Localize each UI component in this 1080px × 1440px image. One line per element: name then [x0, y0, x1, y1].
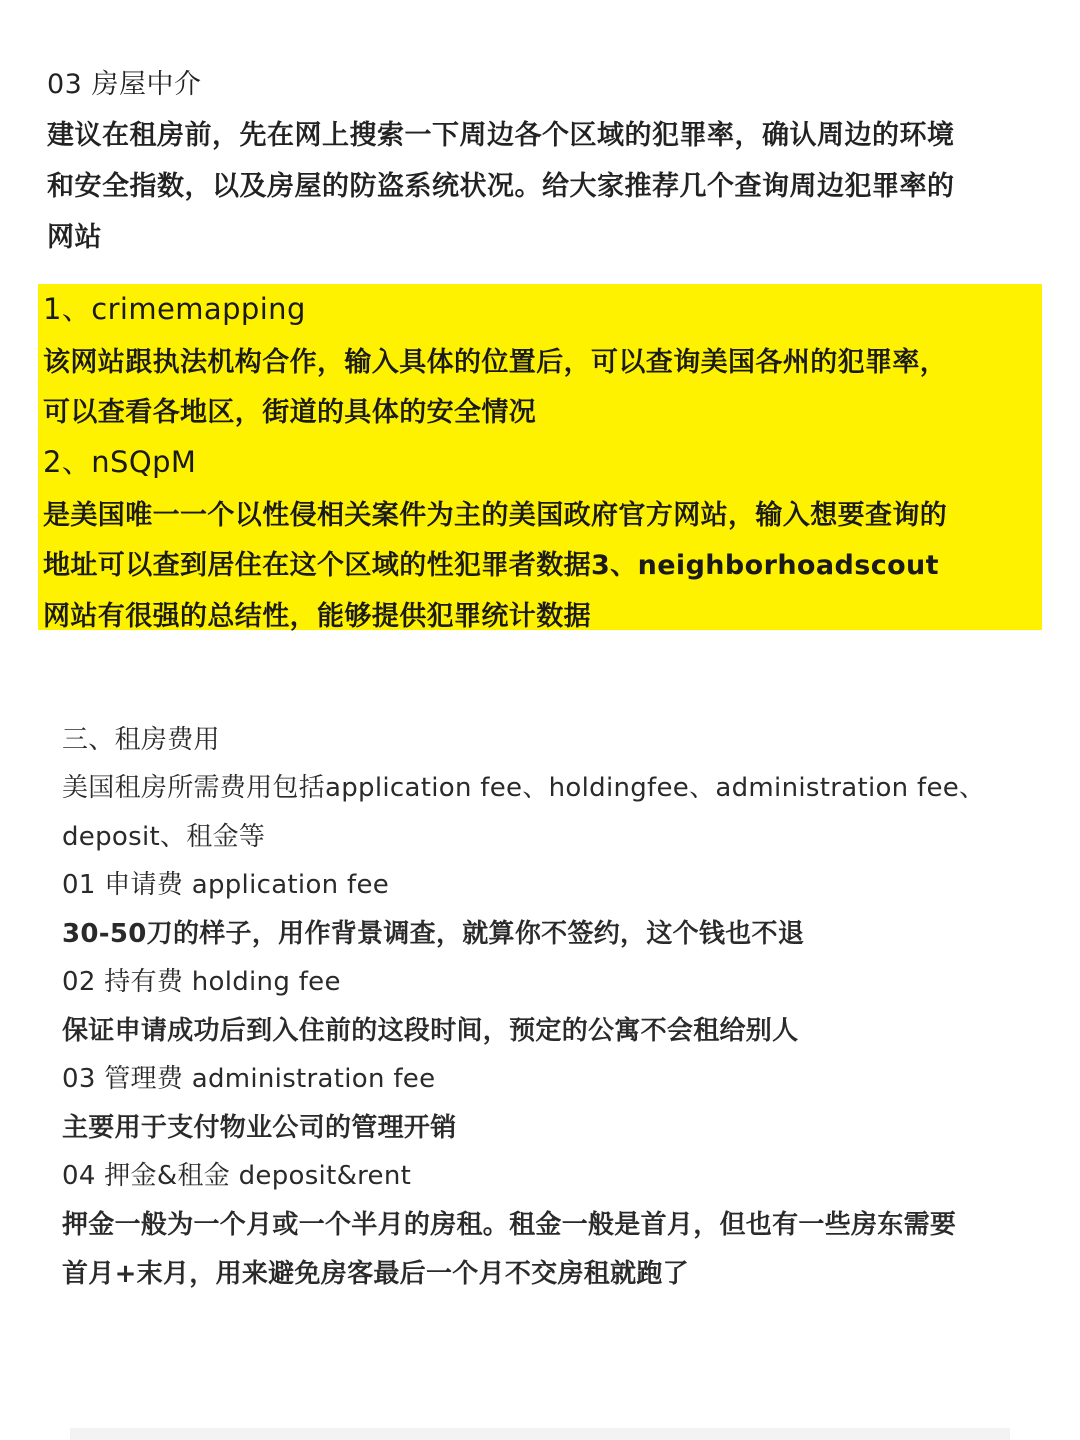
highlight-line: 地址可以查到居住在这个区域的性犯罪者数据3、neighborhoadscout — [43, 550, 939, 581]
item-title-crimemapping: 1、crimemapping — [43, 292, 306, 326]
highlight-line: 网站有很强的总结性，能够提供犯罪统计数据 — [43, 601, 591, 632]
paragraph-line: 和安全指数，以及房屋的防盗系统状况。给大家推荐几个查询周边犯罪率的 — [47, 171, 955, 202]
fee-desc-deposit: 首月+末月，用来避免房客最后一个月不交房租就跑了 — [62, 1259, 689, 1289]
bottom-divider — [70, 1428, 1010, 1440]
highlight-line: 可以查看各地区，街道的具体的安全情况 — [43, 397, 537, 428]
paragraph-line: 网站 — [47, 222, 102, 253]
fee-title-administration: 03 管理费 administration fee — [62, 1064, 436, 1094]
intro-line: deposit、租金等 — [62, 822, 266, 852]
highlight-line: 该网站跟执法机构合作，输入具体的位置后，可以查询美国各州的犯罪率， — [43, 347, 948, 378]
section-heading-agency: 03 房屋中介 — [47, 69, 202, 100]
item-title-nsqpm: 2、nSQpM — [43, 445, 197, 479]
paragraph-line: 建议在租房前，先在网上搜索一下周边各个区域的犯罪率，确认周边的环境 — [47, 120, 955, 151]
highlight-line: 是美国唯一一个以性侵相关案件为主的美国政府官方网站，输入想要查询的 — [43, 500, 948, 531]
fee-title-application: 01 申请费 application fee — [62, 870, 390, 900]
intro-line: 美国租房所需费用包括application fee、holdingfee、administration fee、 — [62, 773, 986, 803]
fee-desc-deposit: 押金一般为一个月或一个半月的房租。租金一般是首月，但也有一些房东需要 — [62, 1210, 957, 1240]
fee-title-deposit: 04 押金&租金 deposit&rent — [62, 1161, 412, 1191]
fee-desc-administration: 主要用于支付物业公司的管理开销 — [62, 1113, 457, 1143]
fee-desc-application: 30-50刀的样子，用作背景调查，就算你不签约，这个钱也不退 — [62, 919, 805, 949]
fee-title-holding: 02 持有费 holding fee — [62, 967, 341, 997]
fee-desc-holding: 保证申请成功后到入住前的这段时间，预定的公寓不会租给别人 — [62, 1016, 799, 1046]
section-heading-fees: 三、租房费用 — [62, 725, 220, 755]
